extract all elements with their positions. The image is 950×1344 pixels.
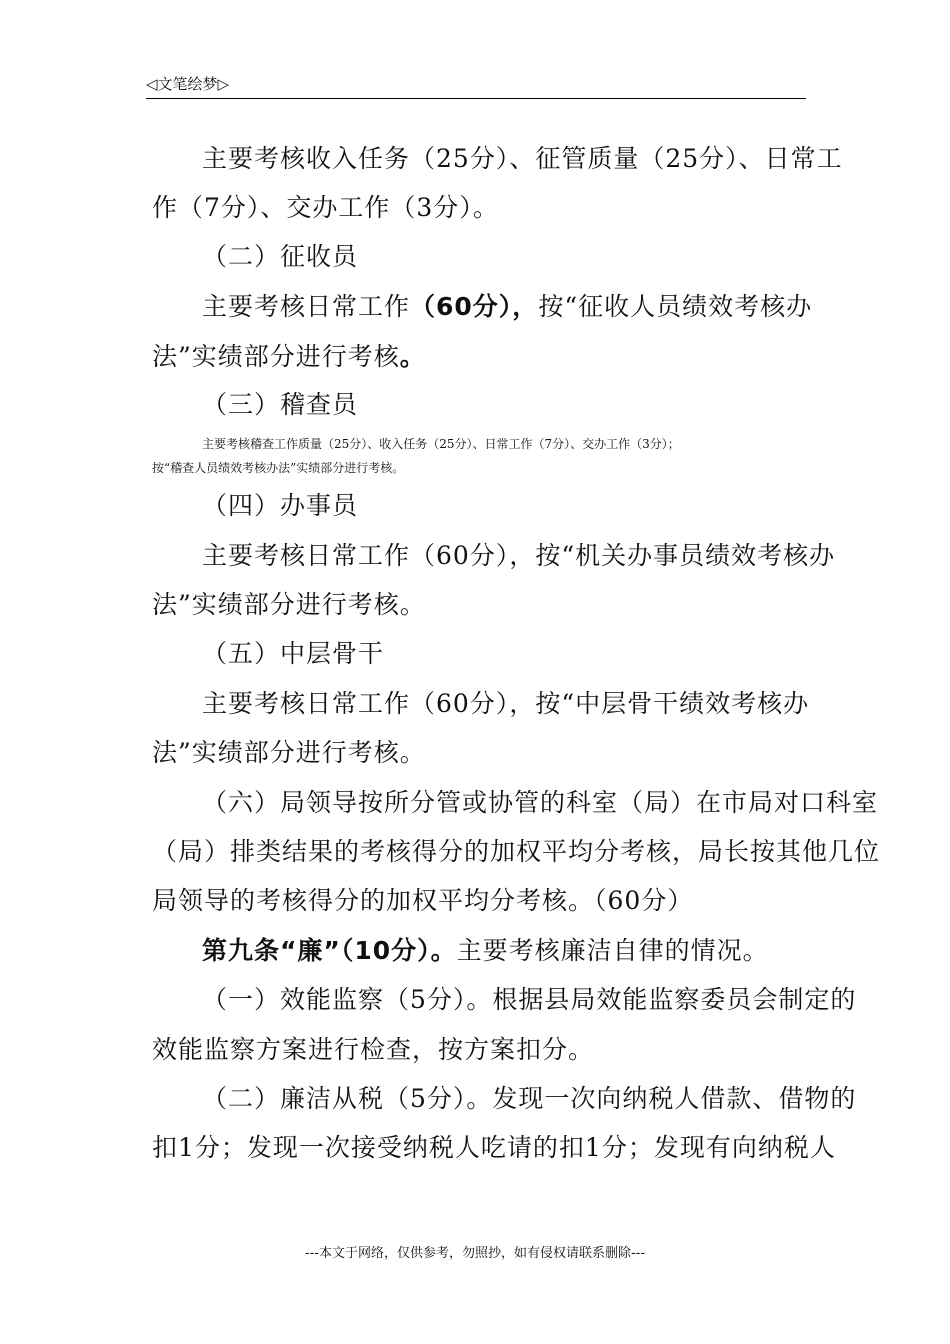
paragraph-line: 局领导的考核得分的加权平均分考核。（60分） [152,886,694,915]
header-title: ◁文笔绘梦▷ [146,75,230,93]
paragraph-line: （局）排类结果的考核得分的加权平均分考核，局长按其他几位 [152,837,881,866]
header-divider [146,98,806,99]
paragraph-line: 法”实绩部分进行考核。 [152,738,426,767]
footer-disclaimer: ---本文于网络，仅供参考，勿照抄，如有侵权请联系删除--- [304,1246,646,1261]
paragraph-line: （一）效能监察（5分）。根据县局效能监察委员会制定的 [202,985,857,1014]
paragraph-line: 主要考核日常工作（60分），按“机关办事员绩效考核办 [202,541,836,570]
text-run: 法”实绩部分进行考核 [152,342,400,371]
section-heading-inspector: （三）稽查员 [202,390,359,419]
section-heading-collector: （二）征收员 [202,242,359,271]
paragraph-line: 效能监察方案进行检查，按方案扣分。 [152,1035,595,1064]
section-heading-clerk: （四）办事员 [202,491,359,520]
paragraph-line [202,290,812,324]
small-paragraph-line: 按“稽查人员绩效考核办法”实绩部分进行考核。 [152,461,405,475]
article-nine-heading: 第九条“廉”（10分）。 [202,936,457,965]
paragraph-line: 主要考核日常工作（60分），按“中层骨干绩效考核办 [202,689,810,718]
paragraph-line: 作（7分）、交办工作（3分）。 [152,193,499,222]
text-run: 主要考核日常工作 [202,292,411,321]
paragraph-line: 主要考核收入任务（25分）、征管质量（25分）、日常工 [202,144,843,173]
bold-score: （60分）， [410,292,539,321]
text-run: 按“征收人员绩效考核办 [538,292,813,321]
section-heading-middle-manager: （五）中层骨干 [202,639,385,668]
paragraph-line: 法”实绩部分进行考核。 [152,590,426,619]
text-run: 主要考核廉洁自律的情况。 [456,936,769,965]
article-nine-line [202,934,769,968]
paragraph-line [152,340,426,374]
paragraph-line: 扣1分；发现一次接受纳税人吃请的扣1分；发现有向纳税人 [152,1133,836,1162]
bold-period: 。 [399,342,426,371]
paragraph-line: （六）局领导按所分管或协管的科室（局）在市局对口科室 [202,788,879,817]
small-paragraph-line: 主要考核稽查工作质量（25分）、收入任务（25分）、日常工作（7分）、交办工作（3分）； [202,437,680,451]
paragraph-line: （二）廉洁从税（5分）。发现一次向纳税人借款、借物的 [202,1084,857,1113]
